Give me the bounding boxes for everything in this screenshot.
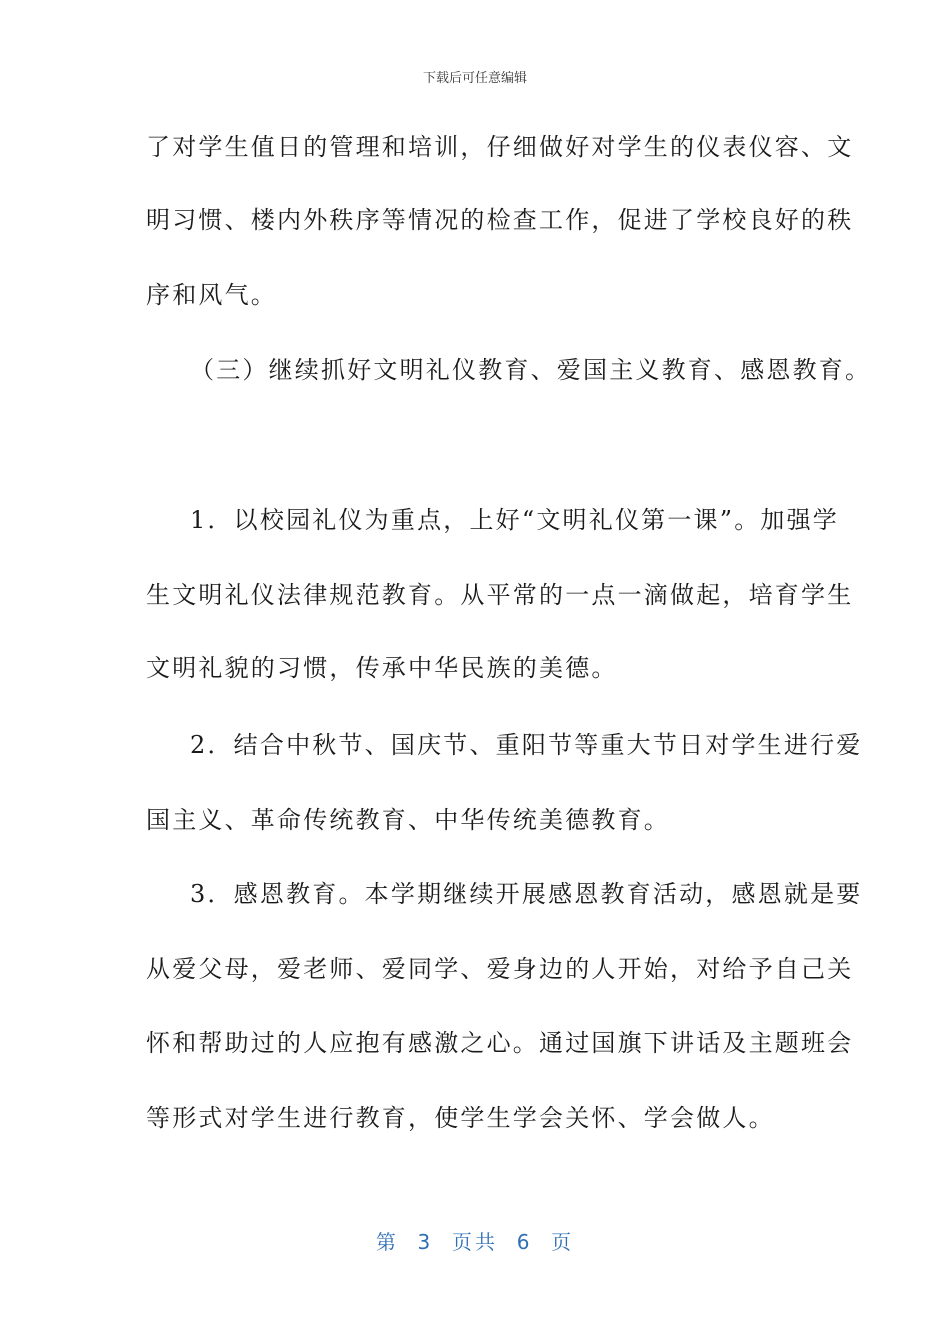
page-number: 第 3 页共 6 页 (375, 1230, 575, 1254)
list-item-line: 生文明礼仪法律规范教育。从平常的一点一滴做起，培育学生 (146, 581, 854, 609)
paragraph-line: 序和风气。 (146, 281, 277, 309)
list-item-line: 1．以校园礼仪为重点，上好“文明礼仪第一课”。加强学 (190, 506, 840, 534)
paragraph-line: 明习惯、楼内外秩序等情况的检查工作，促进了学校良好的秩 (146, 206, 854, 234)
list-item-line: 文明礼貌的习惯，传承中华民族的美德。 (146, 654, 618, 682)
list-item-line: 等形式对学生进行教育，使学生学会关怀、学会做人。 (146, 1104, 775, 1132)
paragraph-line: 了对学生值日的管理和培训，仔细做好对学生的仪表仪容、文 (146, 133, 854, 161)
list-item-line: 3．感恩教育。本学期继续开展感恩教育活动，感恩就是要 (190, 880, 863, 908)
list-item-line: 2．结合中秋节、国庆节、重阳节等重大节日对学生进行爱 (190, 731, 863, 759)
list-item-line: 国主义、革命传统教育、中华传统美德教育。 (146, 806, 670, 834)
list-item-line: 从爱父母，爱老师、爱同学、爱身边的人开始，对给予自己关 (146, 955, 854, 983)
section-heading: （三）继续抓好文明礼仪教育、爱国主义教育、感恩教育。 (190, 356, 872, 384)
list-item-line: 怀和帮助过的人应抱有感激之心。通过国旗下讲话及主题班会 (146, 1029, 854, 1057)
page-header: 下载后可任意编辑 (422, 71, 527, 86)
